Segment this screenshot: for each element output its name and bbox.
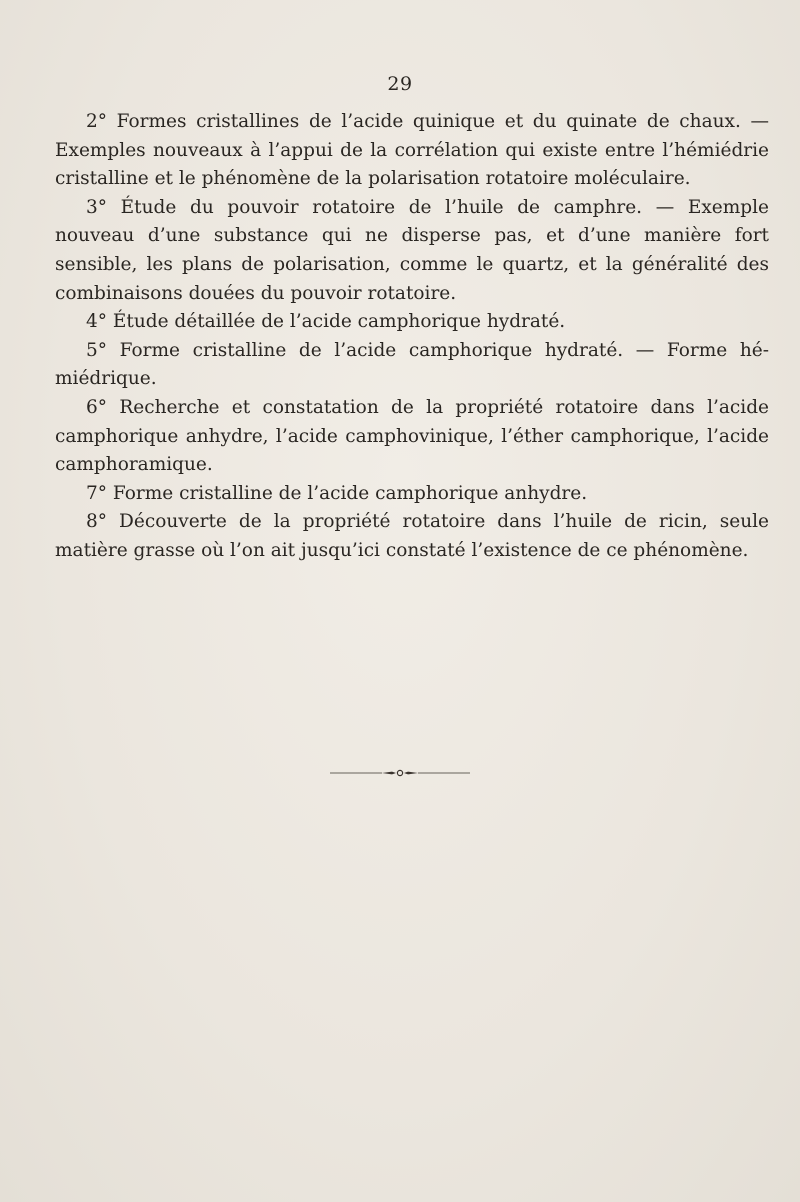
section-divider-icon	[330, 768, 470, 778]
page-number: 29	[387, 73, 413, 95]
paragraph-6: 6° Recherche et constatation de la propriété rotatoire dans l’acide camphorique anhydre, l’acide camphovinique, l’éther camphorique, l’acide camphoramique.	[55, 396, 769, 476]
paragraph-2: 2° Formes cristallines de l’acide quinique et du quinate de chaux. — Exemples nouveaux à l’appui de la corrélation qui existe entre l’hémiédrie cristalline et le phénomène de la polarisation rotatoire moléculaire.	[55, 111, 769, 190]
paragraph-3: 3° Étude du pouvoir rotatoire de l’huile de camphre. — Exemple nouveau d’une substance qui ne disperse pas, et d’une manière fort sensible, les plans de polarisation, comme le quartz, et la généralité des combinaisons douées du pouvoir rotatoire.	[55, 196, 769, 304]
paragraph-7: 7° Forme cristalline de l’acide camphorique anhydre.	[86, 482, 588, 504]
paragraph-8: 8° Découverte de la propriété rotatoire dans l’huile de ricin, seule matière grasse où l’on ait jusqu’ici constaté l’existence de ce phénomène.	[55, 511, 769, 561]
text-body	[55, 108, 769, 566]
paragraph-4: 4° Étude détaillée de l’acide camphorique hydraté.	[86, 311, 566, 333]
paragraph-5: 5° Forme cristalline de l’acide camphorique hydraté. — Forme hémiédrique.	[55, 339, 769, 390]
